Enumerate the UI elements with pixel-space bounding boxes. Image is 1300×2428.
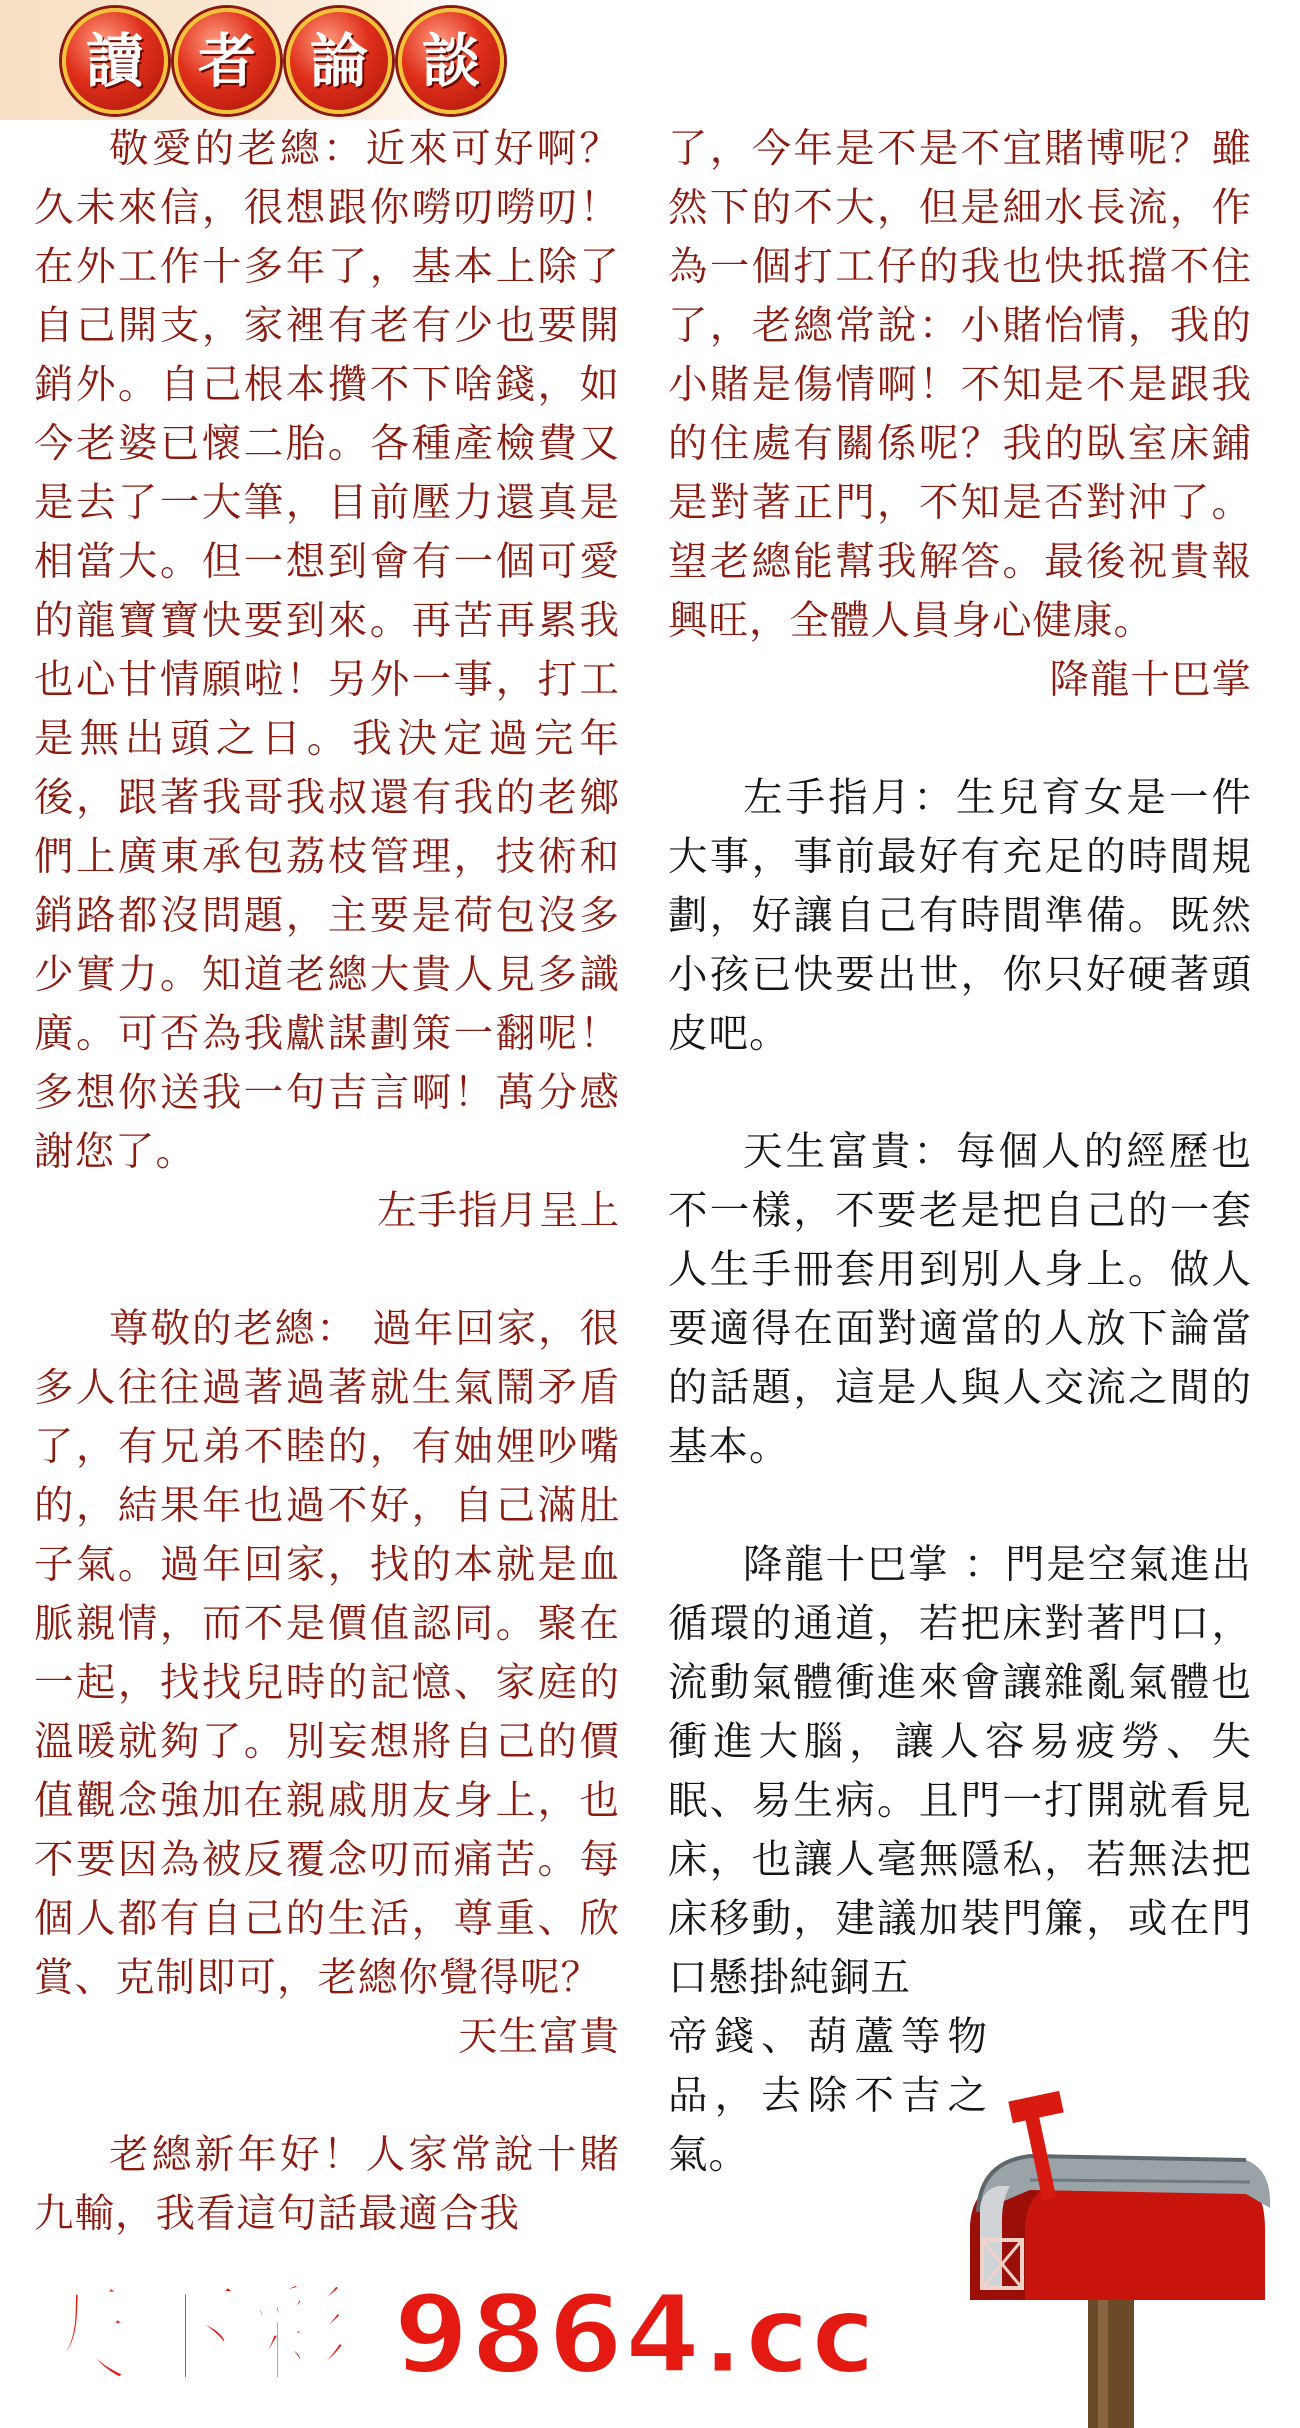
letter-1-signature: 左手指月呈上 (377, 1188, 620, 1234)
right-column (668, 120, 1252, 2185)
title-char-1: 讀 (62, 8, 168, 114)
title-char-4: 談 (398, 8, 504, 114)
section-title (62, 8, 504, 112)
letter-2-text: 尊敬的老總： 過年回家，很多人往往過著過著就生氣鬧矛盾了，有兄弟不睦的，有妯娌吵嘴的，結果年也過不好，自己滿肚子氣。過年回家，找的本就是血脈親情，而不是價值認同。聚在一起，找找兒時的記憶、家庭的溫暖就夠了。別妄想將自己的價值觀念強加在親戚朋友身上，也不要因為被反覆念叨而痛苦。每個人都有自己的生活，尊重、欣賞、克制即可，老總你覺得呢？ (34, 1306, 620, 2001)
left-column (34, 120, 620, 2244)
letter-3-signature: 降龍十巴掌 (1049, 657, 1252, 703)
letter-1-text: 敬愛的老總：近來可好啊？久未來信，很想跟你嘮叨嘮叨！在外工作十多年了，基本上除了自己開支，家裡有老有少也要開銷外。自己根本攢不下啥錢，如今老婆已懷二胎。各種產檢費又是去了一大筆，目前壓力還真是相當大。但一想到會有一個可愛的龍寶寶快要到來。再苦再累我也心甘情願啦！另外一事，打工是無出頭之日。我決定過完年後，跟著我哥我叔還有我的老鄉們上廣東承包荔枝管理，技術和銷路都沒問題，主要是荷包沒多少實力。知道老總大貴人見多識廣。可否為我獻謀劃策一翻呢！多想你送我一句吉言啊！萬分感謝您了。 (34, 126, 620, 1175)
letter-2-signature: 天生富貴 (458, 2014, 620, 2060)
mailbox-icon (950, 2090, 1280, 2428)
reply-3-text-end: 帝錢、葫蘆等物品，去除不吉之氣。 (668, 2014, 988, 2178)
watermark: 天下彩 9864.cc (24, 2273, 878, 2398)
reply-2-text: 天生富貴：每個人的經歷也不一樣，不要老是把自己的一套人生手冊套用到別人身上。做人要適得在面對適當的人放下論當的話題，這是人與人交流之間的基本。 (668, 1129, 1252, 1470)
reply-3-text: 降龍十巴掌 ：門是空氣進出循環的通道，若把床對著門口，流動氣體衝進來會讓雜亂氣體也衝進大腦，讓人容易疲勞、失眠、易生病。且門一打開就看見床，也讓人毫無隱私，若無法把床移動，建議加裝門簾，或在門口懸掛純銅五 (668, 1542, 1252, 2001)
title-char-2: 者 (174, 8, 280, 114)
title-char-3: 論 (286, 8, 392, 114)
reply-1-text: 左手指月：生兒育女是一件大事，事前最好有充足的時間規劃，好讓自己有時間準備。既然小孩已快要出世，你只好硬著頭皮吧。 (668, 775, 1252, 1057)
letter-3-text-start: 老總新年好！人家常說十賭九輸，我看這句話最適合我 (34, 2132, 620, 2237)
letter-3-text-continued: 了，今年是不是不宜賭博呢？雖然下的不大，但是細水長流，作為一個打工仔的我也快抵擋不住了，老總常說：小賭怡情，我的小賭是傷情啊！不知是不是跟我的住處有關係呢？我的臥室床鋪是對著正門，不知是否對沖了。望老總能幫我解答。最後祝貴報興旺，全體人員身心健康。 (668, 126, 1252, 644)
